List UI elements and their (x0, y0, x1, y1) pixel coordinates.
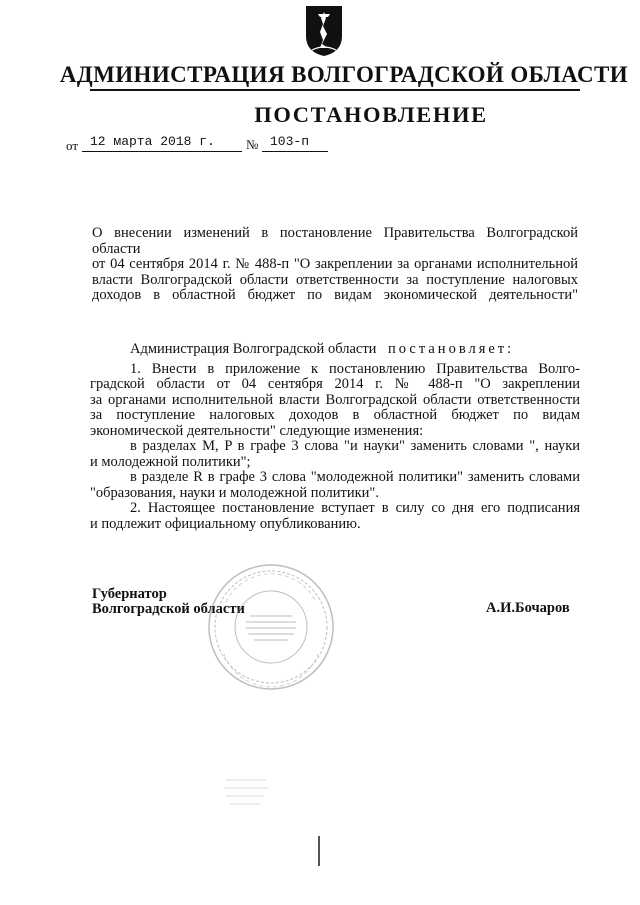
date-value: 12 марта 2018 г. (90, 134, 215, 149)
subject-line: от 04 сентября 2014 г. № 488-п "О закреплении за органами исполнительной (92, 256, 578, 272)
date-field (82, 133, 242, 152)
signatory-name: А.И.Бочаров (486, 600, 570, 616)
paragraph-1-line: за органами исполнительной власти Волгоградской области ответственности (90, 391, 580, 408)
margin-mark (318, 836, 320, 866)
paragraph-1-line: градской области от 04 сентября 2014 г. № 488-п "О закреплении (90, 376, 580, 392)
paragraph-1a-line: в разделах M, P в графе 3 слова "и науки" заменить словами ", науки (130, 438, 580, 454)
paragraph-1-line: за поступление налоговых доходов в областной бюджет по видам (90, 407, 580, 423)
paragraph-2-line: 2. Настоящее постановление вступает в силу со дня его подписания (130, 500, 580, 516)
intro-text: Администрация Волгоградской области (130, 341, 377, 357)
number-label: № (246, 137, 259, 152)
intro-line (90, 342, 580, 358)
paragraph-1a-line: и молодежной политики"; (90, 453, 251, 470)
document-subject (92, 226, 578, 304)
intro-verb: постановляет: (388, 341, 515, 357)
paragraph-1b-line: "образования, науки и молодежной политики". (90, 484, 379, 501)
paragraph-1-line: экономической деятельности" следующие изменения: (90, 422, 424, 439)
number-field (262, 133, 328, 152)
official-seal-icon (206, 562, 336, 692)
date-label: от (66, 138, 79, 153)
document-type: ПОСТАНОВЛЕНИЕ (254, 102, 488, 127)
coat-of-arms-icon (304, 4, 344, 58)
number-value: 103-п (270, 134, 310, 149)
subject-line: О внесении изменений в постановление Правительства Волгоградской области (92, 225, 578, 257)
subject-line: власти Волгоградской области ответственности за поступление налоговых (92, 271, 578, 288)
organization-name: АДМИНИСТРАЦИЯ ВОЛГОГРАДСКОЙ ОБЛАСТИ (59, 62, 629, 87)
signatory-title-line: Губернатор (92, 586, 167, 602)
document-body (90, 342, 580, 532)
header-rule (90, 89, 580, 91)
paragraph-1b-line: в разделе R в графе 3 слова "молодежной политики" заменить словами (130, 469, 580, 485)
subject-line: доходов в областной бюджет по видам экономической деятельности" (92, 287, 578, 303)
faint-stamp-icon (222, 772, 270, 816)
paragraph-1-line: 1. Внести в приложение к постановлению Правительства Волго- (130, 360, 580, 377)
signatory-title-line: Волгоградской области (92, 601, 245, 617)
paragraph-2-line: и подлежит официальному опубликованию. (90, 515, 361, 532)
